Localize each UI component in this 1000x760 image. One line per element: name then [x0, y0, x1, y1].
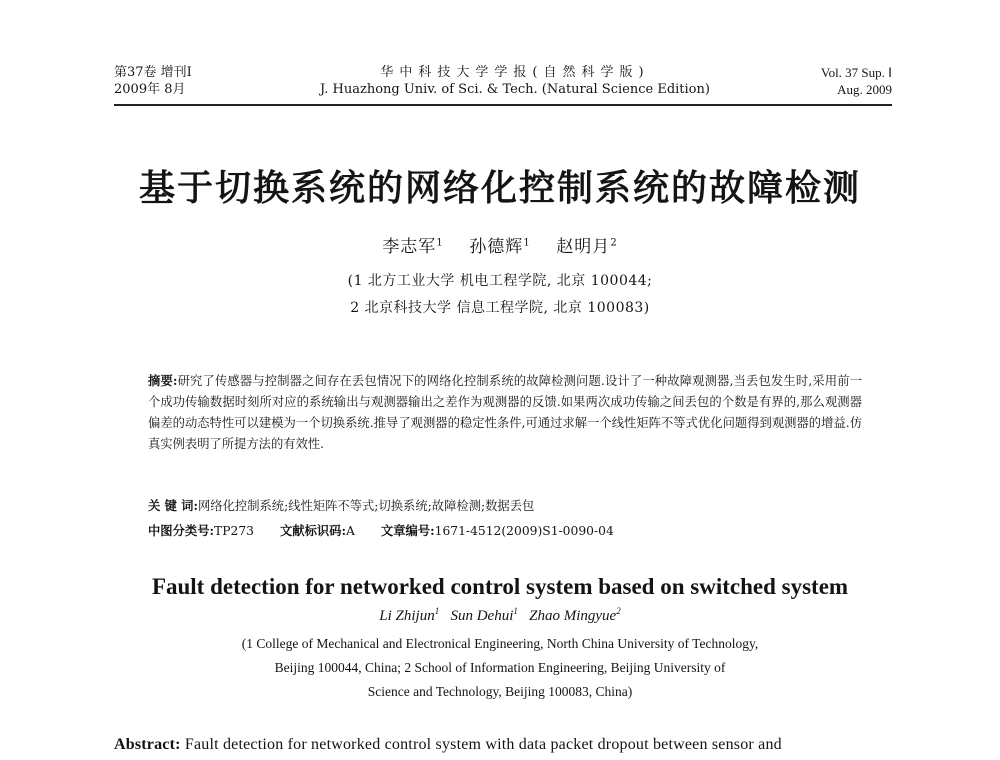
affiliation-en-3: Science and Technology, Beijing 100083, China)	[367, 684, 633, 699]
classification-line	[148, 521, 614, 539]
author-name: Zhao Mingyue	[529, 608, 617, 624]
authors-en	[0, 606, 1000, 625]
journal-name	[250, 64, 780, 98]
abstract-label-cn: 摘要:	[148, 373, 178, 388]
volume-en: Vol. 37 Sup. Ⅰ	[820, 65, 892, 80]
affiliation-en-1: (1 College of Mechanical and Electronical Engineering, North China University of Technology,	[241, 636, 759, 651]
affiliation-cn-2: 2 北京科技大学 信息工程学院, 北京 100083)	[350, 300, 650, 316]
paper-title-cn: 基于切换系统的网络化控制系统的故障检测	[138, 167, 861, 209]
date-en: Aug. 2009	[837, 82, 892, 97]
author-name: Sun Dehui	[450, 608, 514, 624]
date-cn: 2009年 8月	[114, 82, 186, 97]
abstract-cn	[148, 370, 862, 455]
clc-value: TP273	[214, 524, 254, 538]
keywords-label: 关 键 词:	[148, 498, 198, 513]
clc-label: 中图分类号:	[148, 523, 215, 538]
author-name: 赵明月	[556, 237, 611, 257]
journal-name-en: J. Huazhong Univ. of Sci. & Tech. (Natural Science Edition)	[320, 82, 710, 97]
author-name: 李志军	[382, 237, 437, 257]
abstract-label-en: Abstract:	[114, 736, 181, 753]
article-no-value: 1671-4512(2009)S1-0090-04	[434, 524, 614, 538]
paper-title-en: Fault detection for networked control system based on switched system	[151, 574, 849, 599]
doc-code-label: 文献标识码:	[279, 523, 347, 538]
journal-issue-info	[114, 64, 192, 98]
author-affil-mark: 1	[523, 237, 531, 249]
doc-code-value: A	[346, 524, 355, 538]
affiliation-en-2: Beijing 100044, China; 2 School of Information Engineering, Beijing University of	[274, 660, 726, 675]
volume-issue-cn: 第37卷 增刊Ⅰ	[114, 65, 192, 80]
author-affil-mark: 1	[434, 606, 440, 616]
author-name: Li Zhijun	[379, 608, 435, 624]
author-name: 孙德辉	[469, 237, 524, 257]
keywords-text: 网络化控制系统;线性矩阵不等式;切换系统;故障检测;数据丢包	[198, 499, 535, 513]
author-affil-mark: 2	[616, 606, 621, 616]
author-affil-mark: 1	[436, 237, 444, 249]
keywords-cn	[148, 496, 534, 514]
abstract-text-cn: 研究了传感器与控制器之间存在丢包情况下的网络化控制系统的故障检测问题.设计了一种故障观测器,当丢包发生时,采用前一个成功传输数据时刻所对应的系统输出与观测器输出之差作为观测器的反馈.如果两次成功传输之间丢包的个数是有界的,那么观测器偏差的动态特性可以建模为一个切换系统.推导了观测器的稳定性条件,可通过求解一个线性矩阵不等式优化问题得到观测器的增益.仿真实例表明了所提方法的有效性.	[148, 374, 862, 451]
affiliation-cn-1: (1 北方工业大学 机电工程学院, 北京 100044;	[347, 273, 653, 289]
header-rule	[114, 104, 892, 106]
journal-volume-info	[821, 64, 892, 98]
journal-name-cn: 华中科技大学学报(自然科学版)	[380, 65, 650, 80]
article-no-label: 文章编号:	[380, 523, 435, 538]
authors-cn	[0, 232, 1000, 257]
abstract-text-en: Fault detection for networked control system with data packet dropout between sensor and	[184, 736, 782, 753]
abstract-en	[114, 736, 782, 754]
author-affil-mark: 2	[610, 237, 618, 249]
author-affil-mark: 1	[513, 606, 518, 616]
